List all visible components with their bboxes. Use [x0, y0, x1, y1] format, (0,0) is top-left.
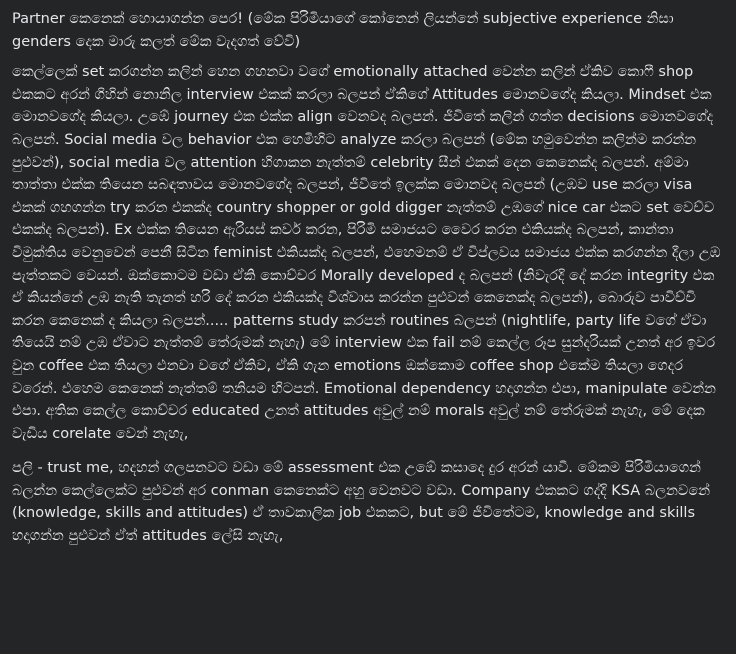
post-paragraph-footnote: පලි - trust me, හදහන් ගලපනවට වඩා මේ assessment එක උඹේ කසාදෙ දුර අරන් යාවී. මේකම පිරිමියාගෙන් බලන්න කෙල්ලෙක්ට පුළුවන් අර conman කෙනෙක්ට අහු වෙනවට වඩා. Company එකකට ගද්දි KSA බලනවනේ (knowledge, skills and attitudes) ඒ තාවකාලික job එකකට, but මේ ජීවිතේටම, knowledge and skills හදාගන්න පුළුවන් ඒත් attitudes ලේසි නැහැ,	[12, 460, 711, 545]
post-paragraph-main: කෙල්ලෙක් set කරගන්න කලින් හෙන ගහනවා වගේ emotionally attached වෙන්න කලින් ඒකිව කොෆී shop එකකට අරන් ගිහින් නොනිල interview එකක් කරලා බලපන් ඒකිගේ Attitudes මොනවගේද කියලා. Mindset එක මොනවගේද කියලා. උඹේ journey එක එක්ක align වෙනවද බලපන්. ජීවිතේ කලින් ගත්ත decisions මොනවගේද බලපන්. Social media වල behavior එක හෙමිහිට analyze කරලා බලපන් (මේක හමුවෙන්න කලින්ම කරන්න පුළුවන්), social media වල attention හිගාකන නැත්තම් celebrity සීන් එකක් දෙන කෙනෙක්ද බලපන්. අම්මා තාත්තා එක්ක තියෙන සබඳතාවය මොනවගේද බලපන්, ජීවිතේ ඉලක්ක මොනවද බලපන් (උඹව use කරලා visa එකක් ගහගන්න try කරන එකක්ද country shopper or gold digger නැත්තම් උඹගේ nice car එකට set වෙච්ච එකක්ද බලපන්). Ex එක්ක තියෙන ඇරියස් කවර් කරන, පිරිමි සමාජයට වෛර කරන එකියක්ද බලපන්, කාන්තා විමුක්තිය වෙනුවෙන් පෙනී සිටින feminist එකියක්ද බලපන්, එහෙමනම් ඒ විප්ලවය සමාජය එක්ක කරගන්න දීලා උඹ පැත්තකට වෙයන්. ඔක්කොටම වඩා ඒකි කොච්චර Morally developed ද බලපන් (නිවැරදි දේ කරන integrity එක ඒ කියන්නේ උඹ නැති තැනත් හරි දේ කරන එකියක්ද විශ්වාස කරන්න පුළුවන් කෙනෙක්ද බලපන්), බොරුව පාවිච්චි කරන කෙනෙක් ද කියලා බලපන්..... patterns study කරපන් routines බලපන් (nightlife, party life වගේ ඒවා තියෙයි නම් උඹ ඒවාට නැත්තම් තේරුමක් නැහැ) මේ interview එක fail නම් කෙල්ල රූප සුන්දරියක් උනත් අර ඉවර වුන coffee එක තියලා එනවා වගේ ඒකිව, ඒකි ගැන emotions ඔක්කොම coffee shop එකේම තියලා ගෙදර වරෙන්. එහෙම කෙනෙක් නැත්තම් තනියම හිටපන්. Emotional dependency හදාගන්න එපා, manipulate වෙන්න එපා. අතික කෙල්ල කොච්චර educated උනත් attitudes අවුල් නම් morals අවුල් නම් තේරුමක් නැහැ, මේ දෙක වැඩිය corelate වෙන් නැහැ,	[12, 64, 721, 442]
post-paragraph-intro: Partner කෙනෙක් හොයාගන්න පෙර! (මේක පිරිමියාගේ කෝනෙන් ලියන්නේ subjective experience නිසා genders දෙක මාරු කලත් මේක වැදගත් වේවි)	[12, 11, 674, 50]
